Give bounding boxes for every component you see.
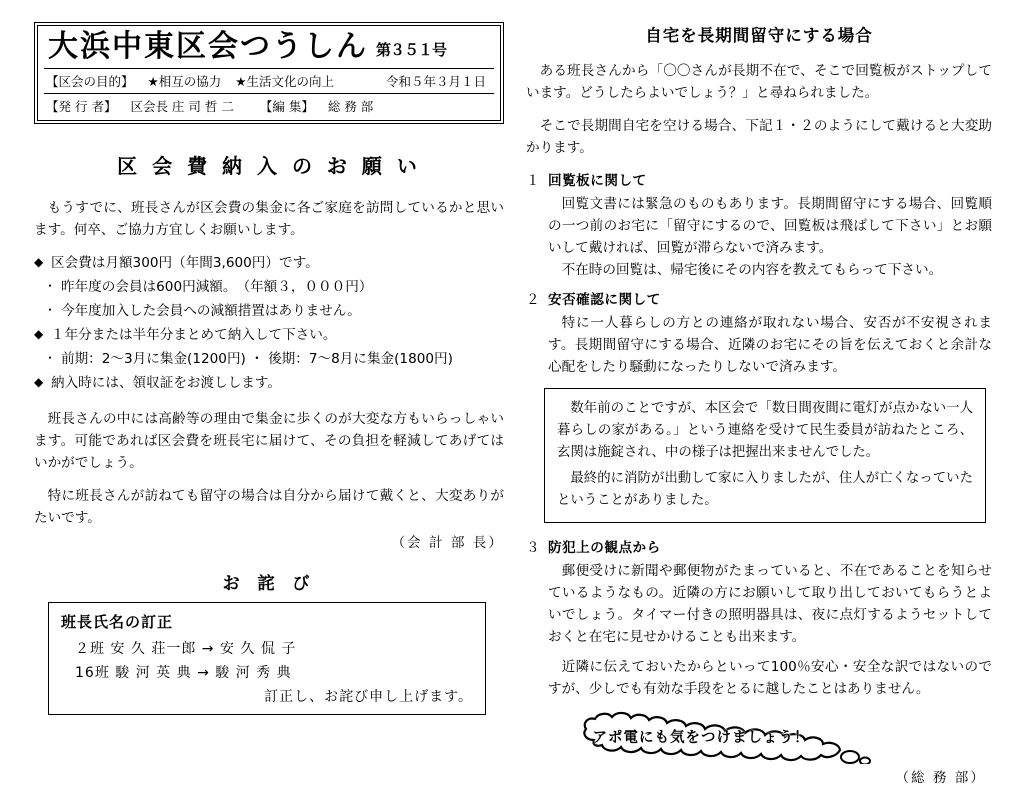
item-3-paragraph-1: 郵便受けに新聞や郵便物がたまっていると、不在であることを知らせているようなもの。近隣の方にお願いして取り出しておいてもらうとよいでしょう。タイマー付きの照明器具は、夜に点灯するようセットしておくと在宅に見せかけることも出来ます。: [548, 562, 992, 645]
list-item: [34, 276, 504, 298]
masthead-inner: [37, 25, 501, 121]
bullet-diamond-icon: ◆: [34, 375, 44, 390]
issue-date: 令和５年３月１日: [385, 74, 486, 89]
list-item-text: 区会費は月額300円（年間3,600円）です。: [51, 255, 319, 272]
list-item-text: １年分または半年分まとめて納入して下さい。: [51, 327, 337, 344]
cloud-callout-label: アポ電にも気をつけましょう！: [592, 730, 810, 747]
apology-note: 訂正し、お詫び申し上げます。: [264, 689, 473, 706]
item-number: １: [526, 173, 540, 190]
apology-heading: お 詫 び: [222, 574, 316, 595]
list-item: [34, 252, 504, 274]
item-number: ２: [526, 292, 540, 309]
bullet-dot-icon: ・: [44, 279, 57, 294]
story-paragraph-2: 最終的に消防が出動して家に入りましたが、住人が亡くなっていたということがありました。: [557, 471, 973, 509]
apology-box: [48, 602, 486, 715]
story-paragraph-1: 数年前のことですが、本区会で「数日間夜間に電灯が点かない一人暮らしの家がある。」という連絡を受けて民生委員が訪ねたところ、玄関は施錠され、中の様子は把握出来ませんでした。: [557, 401, 973, 460]
numbered-item-3: [526, 537, 992, 559]
publisher-label: 【発 行 者】: [46, 99, 117, 114]
left-article-heading: 区 会 費 納 入 の お 願 い: [117, 154, 421, 178]
list-item-text: 納入時には、領収証をお渡しします。: [51, 375, 282, 392]
list-item-text: 昨年度の会員は600円減額。 （年額３，０００円）: [61, 279, 373, 296]
left-paragraph-2: 班長さんの中には高齢等の理由で集金に歩くのが大変な方もいらっしゃいます。可能であれば区会費を班長宅に届けて、その負担を軽減してあげてはいかがでしょう。: [34, 411, 504, 472]
list-item-text: 今年度加入した会員への減額措置はありません。: [61, 303, 361, 320]
editor-name: 総 務 部: [327, 99, 374, 114]
editor-label: 【編 集】: [259, 99, 314, 114]
right-intro-paragraph-2: そこで長期間自宅を空ける場合、下記１・２のようにして戴けると大変助かります。: [526, 118, 992, 157]
newsletter-title: 大浜中東区会つうしん: [48, 29, 368, 64]
list-item-text: 前期：2～3月に集金(1200円) ・ 後期：7～8月に集金(1800円): [61, 351, 453, 368]
purpose-item-2: ★生活文化の向上: [235, 74, 334, 89]
cloud-callout-wrapper: [526, 710, 992, 772]
right-article-heading: 自宅を長期間留守にする場合: [645, 26, 873, 45]
purpose-label: 【区会の目的】: [46, 74, 134, 89]
numbered-item-2: [526, 289, 992, 311]
list-item: [34, 324, 504, 346]
masthead-publisher-line: [44, 94, 494, 118]
apology-correction-row: ２班 安 久 荘一郎 → 安 久 侃 子: [75, 641, 297, 658]
list-item: [34, 300, 504, 322]
item-3-paragraph-2: 近隣に伝えておいたからといって100％安心・安全な訳ではないのですが、少しでも有効な手段をとるに越したことはありません。: [548, 658, 992, 697]
item-number: ３: [526, 539, 540, 556]
item-2-paragraph-1: 特に一人暮らしの方との連絡が取れない場合、安否が不安視されます。長期間留守にする場合、近隣のお宅にその旨を伝えておくと余計な心配をしたり騒動になったりしないで済みます。: [548, 315, 992, 376]
right-signature: （総 務 部）: [895, 769, 986, 786]
publisher-name: 区会長 庄 司 哲 二: [130, 99, 234, 114]
item-title: 回覧板に関して: [548, 173, 647, 190]
item-title: 安否確認に関して: [548, 292, 661, 309]
item-title: 防犯上の観点から: [548, 539, 661, 556]
list-item: [34, 348, 504, 370]
spacer: [34, 396, 504, 408]
fee-bullet-list: [34, 252, 504, 394]
left-signature: （会 計 部 長）: [391, 535, 504, 552]
left-column: [34, 22, 504, 715]
masthead-title-row: [44, 30, 494, 68]
masthead: [34, 22, 504, 124]
purpose-item-1: ★相互の協力: [147, 74, 222, 89]
bullet-diamond-icon: ◆: [34, 327, 44, 342]
story-box: [544, 388, 986, 523]
left-paragraph-3: 特に班長さんが訪ねても留守の場合は自分から届けて戴くと、大変ありがたいです。: [34, 488, 504, 527]
numbered-item-1: [526, 170, 992, 192]
right-intro-paragraph-1: ある班長さんから「〇〇さんが長期不在で、そこで回覧板がストップしています。どうしたらよいでしょう？」と尋ねられました。: [526, 63, 992, 102]
item-1-paragraph-2: 不在時の回覧は、帰宅後にその内容を教えてもらって下さい。: [561, 262, 943, 279]
cloud-callout-text: [526, 710, 876, 764]
apology-box-title: 班長氏名の訂正: [61, 613, 174, 632]
bullet-dot-icon: ・: [44, 351, 57, 366]
item-1-paragraph-1: 回覧文書には緊急のものもあります。長期間留守にする場合、回覧順の一つ前のお宅に「留守にするので、回覧板は飛ばして下さい」とお願いして戴ければ、回覧が滞らないで済みます。: [548, 196, 992, 257]
bullet-diamond-icon: ◆: [34, 255, 44, 270]
masthead-purpose-line: [44, 69, 494, 93]
left-intro-paragraph: もうすでに、班長さんが区会費の集金に各ご家庭を訪問しているかと思います。何卒、ご協力方宜しくお願いします。: [34, 200, 504, 239]
issue-number: 第３５１号: [376, 41, 447, 59]
right-column: [526, 22, 992, 786]
list-item: [34, 372, 504, 394]
bullet-dot-icon: ・: [44, 303, 57, 318]
apology-correction-row: 16班 駿 河 英 典 → 駿 河 秀 典: [75, 665, 292, 682]
